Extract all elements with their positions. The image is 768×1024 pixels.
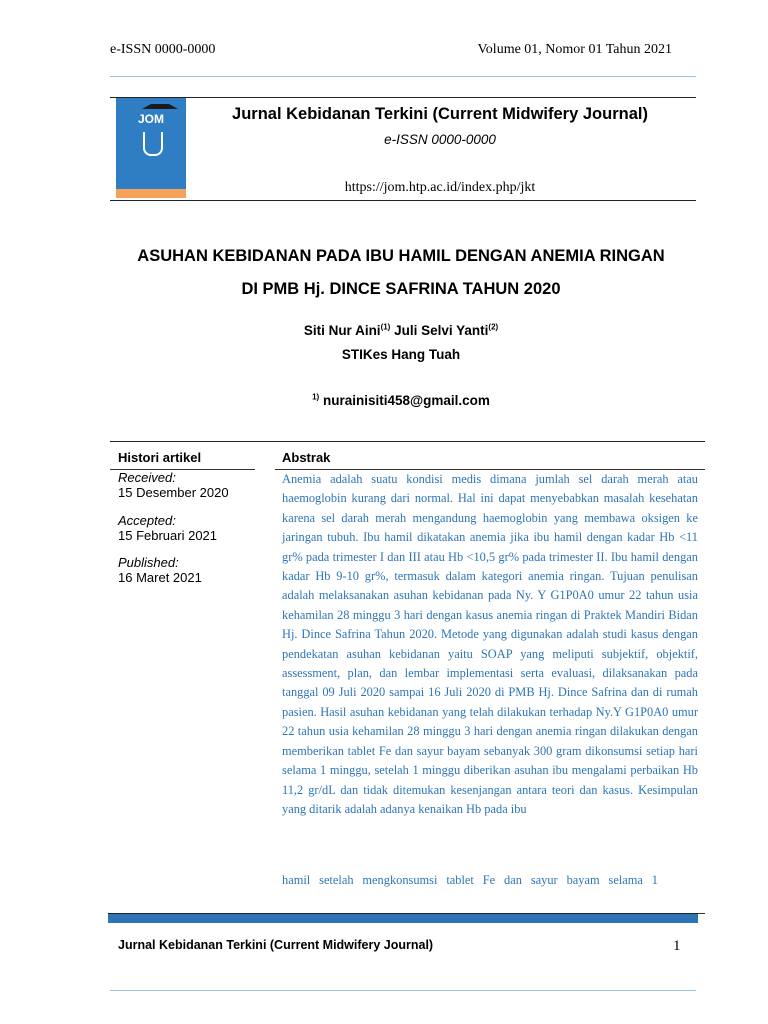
abstract-text-tail: hamil setelah mengkonsumsi tablet Fe dan sayur bayam selama 1	[282, 873, 658, 887]
footer-rule	[110, 990, 696, 991]
author-affiliation-mark: (2)	[488, 322, 499, 332]
history-published	[118, 555, 202, 585]
page-number: 1	[673, 938, 681, 954]
info-table-top-rule	[110, 441, 705, 442]
history-received	[118, 470, 229, 500]
pillar-icon	[143, 132, 163, 156]
abstract-text: Anemia adalah suatu kondisi medis dimana jumlah sel darah merah atau haemoglobin kurang dari normal. Hal ini dapat menyebabkan masalah kesehatan karena sel darah merah mengandung haemoglobin yang membawa oksigen ke jaringan tubuh. Ibu hamil dikatakan anemia jika ibu hamil dengan kadar Hb <11 gr% pada trimester I dan III atau Hb <10,5 gr% pada trimester II. Ibu hamil dengan kadar Hb 9-10 gr%, termasuk dalam kategori anemia ringan. Tujuan penulisan adalah melaksanakan asuhan kebidanan pada Ny. Y G1P0A0 umur 22 tahun usia kehamilan 28 minggu 3 hari dengan kasus anemia ringan di Praktek Mandiri Bidan Hj. Dince Safrina Tahun 2020. Metode yang digunakan adalah studi kasus dengan pendekatan asuhan kebidanan yaitu SOAP yang meliputi subjektif, objektif, assessment, plan, dan lembar implementasi serta evaluasi, dilaksanakan pada tanggal 09 Juli 2020 sampai 16 Juli 2020 di PMB Hj. Dince Safrina dan di rumah pasien. Hasil asuhan kebidanan yang telah dilakukan terhadap Ny.Y G1P0A0 umur 22 tahun usia kehamilan 28 minggu 3 hari dengan anemia ringan dilakukan dengan memberikan tablet Fe dan sayur bayam sebanyak 300 gram dikonsumsi setiap hari selama 1 minggu, setelah 1 minggu diberikan asuhan ibu mengalami perbaikan Hb 11,2 gr/dL dan tidak ditemukan kesenjangan antara teori dan kasus. Kesimpulan yang ditarik adalah adanya kenaikan Hb pada ibu	[282, 472, 698, 816]
received-date: 15 Desember 2020	[118, 485, 229, 500]
author-name: Juli Selvi Yanti	[394, 323, 489, 338]
journal-title: Jurnal Kebidanan Terkini (Current Midwifery Journal)	[232, 105, 648, 123]
author-list	[96, 323, 706, 338]
published-label: Published:	[118, 555, 179, 570]
article-title-line-2: DI PMB Hj. DINCE SAFRINA TAHUN 2020	[241, 280, 561, 298]
cover-logo: JOM	[137, 112, 164, 126]
article-title	[96, 240, 706, 306]
header-volume: Volume 01, Nomor 01 Tahun 2021	[477, 42, 672, 57]
journal-issn: e-ISSN 0000-0000	[384, 132, 496, 147]
article-title-line-1: ASUHAN KEBIDANAN PADA IBU HAMIL DENGAN ANEMIA RINGAN	[137, 247, 665, 265]
email-mark: 1)	[312, 392, 320, 402]
header-issn: e-ISSN 0000-0000	[110, 42, 216, 57]
masthead-bottom-rule	[110, 200, 696, 201]
published-date: 16 Maret 2021	[118, 570, 202, 585]
graduation-cap-icon	[142, 104, 178, 109]
journal-cover-image	[116, 98, 186, 198]
institution: STIKes Hang Tuah	[341, 347, 461, 362]
header-rule	[110, 76, 696, 77]
abstract-heading: Abstrak	[282, 450, 331, 465]
history-heading: Histori artikel	[118, 450, 202, 465]
footer-journal-title: Jurnal Kebidanan Terkini (Current Midwifery Journal)	[118, 938, 434, 952]
author-affiliation-mark: (1)	[380, 322, 391, 332]
email-address[interactable]: nurainisiti458@gmail.com	[322, 393, 490, 408]
corresponding-email	[96, 393, 706, 408]
masthead-top-rule	[110, 97, 696, 98]
accepted-date: 15 Februari 2021	[118, 528, 218, 543]
received-label: Received:	[118, 470, 176, 485]
history-accepted	[118, 513, 217, 543]
footer-band	[108, 913, 698, 923]
cover-band	[116, 189, 186, 198]
journal-url[interactable]: https://jom.htp.ac.id/index.php/jkt	[344, 180, 536, 195]
accepted-label: Accepted:	[118, 513, 176, 528]
author-name: Siti Nur Aini	[303, 323, 381, 338]
